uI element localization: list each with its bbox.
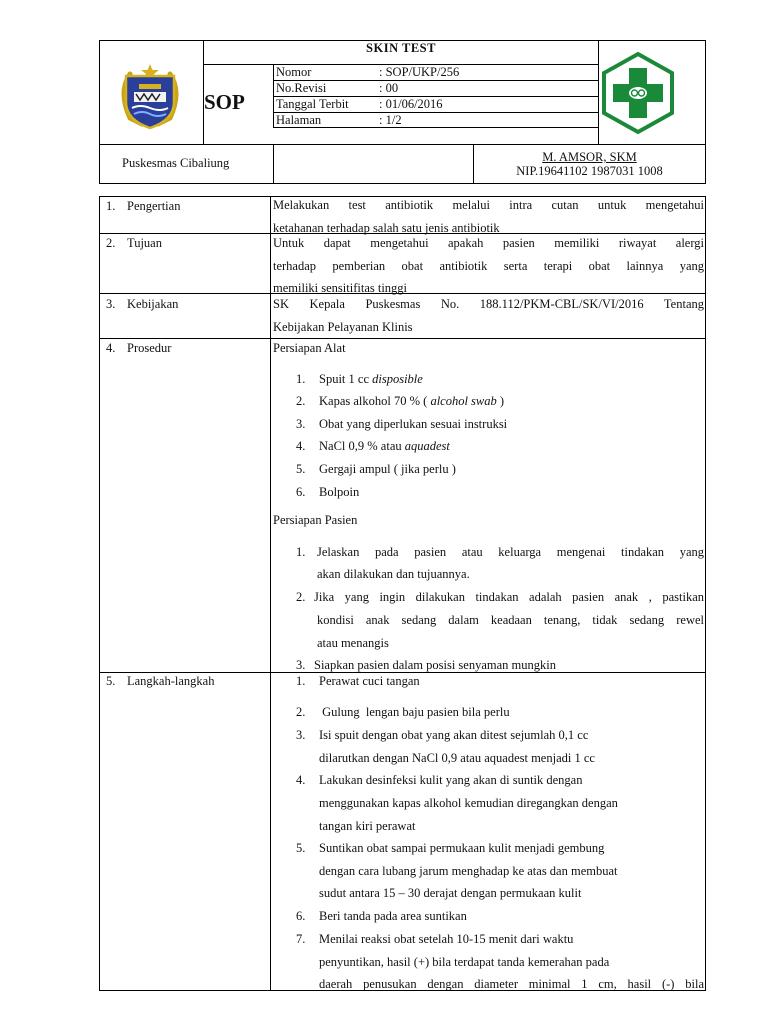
meta-label-revisi: No.Revisi xyxy=(276,81,327,95)
pasien-line: atau menangis xyxy=(317,636,389,650)
alat-num: 1. xyxy=(296,372,306,386)
pengertian-line-2: ketahanan terhadap salah satu jenis antibiotik xyxy=(273,221,500,235)
alat-item: NaCl 0,9 % atau aquadest xyxy=(319,439,450,453)
alat-item: Bolpoin xyxy=(319,485,360,499)
signer-name: M. AMSOR, SKM xyxy=(542,150,637,164)
meta-label-tanggal: Tanggal Terbit xyxy=(276,97,349,111)
meta-label-halaman: Halaman xyxy=(276,113,322,127)
pengertian-line-1: Melakukan test antibiotik melalui intra cutan untuk mengetahui xyxy=(273,198,704,212)
row-num-pengertian: 1. xyxy=(106,199,116,213)
langkah-line: Perawat cuci tangan xyxy=(319,674,420,688)
row-label-kebijakan: Kebijakan xyxy=(127,297,179,311)
alat-num: 3. xyxy=(296,417,306,431)
alat-num: 5. xyxy=(296,462,306,476)
meta-value-revisi: : 00 xyxy=(379,81,399,95)
langkah-num: 5. xyxy=(296,841,306,855)
langkah-line: tangan kiri perawat xyxy=(319,819,416,833)
row-label-pengertian: Pengertian xyxy=(127,199,181,213)
alat-num: 4. xyxy=(296,439,306,453)
meta-value-nomor: : SOP/UKP/256 xyxy=(379,65,460,79)
alat-heading: Persiapan Alat xyxy=(273,341,346,355)
meta-value-tanggal: : 01/06/2016 xyxy=(379,97,443,111)
langkah-num: 4. xyxy=(296,773,306,787)
document-title: SKIN TEST xyxy=(366,41,436,55)
alat-item: Obat yang diperlukan sesuai instruksi xyxy=(319,417,508,431)
langkah-line: daerah penusukan dengan diameter minimal 1 cm, hasil (-) bila xyxy=(319,977,704,990)
pasien-line: kondisi anak sedang dalam keadaan tenang, tidak sedang rewel xyxy=(317,613,704,627)
langkah-line: penyuntikan, hasil (+) bila terdapat tanda kemerahan pada xyxy=(319,955,610,969)
row-num-tujuan: 2. xyxy=(106,236,116,250)
langkah-num: 1. xyxy=(296,674,306,688)
langkah-num: 3. xyxy=(296,728,306,742)
institution-name: Puskesmas Cibaliung xyxy=(122,156,230,170)
langkah-line: dilarutkan dengan NaCl 0,9 atau aquadest menjadi 1 cc xyxy=(319,751,595,765)
row-label-langkah: Langkah-langkah xyxy=(127,674,215,688)
alat-item: Gergaji ampul ( jika perlu ) xyxy=(319,462,456,476)
langkah-line: dengan cara lubang jarum menghadap ke atas dan membuat xyxy=(319,864,618,878)
langkah-num: 2. xyxy=(296,705,306,719)
pasien-num: 1. xyxy=(296,545,306,559)
row-num-kebijakan: 3. xyxy=(106,297,116,311)
puskesmas-logo xyxy=(598,50,678,141)
row-label-tujuan: Tujuan xyxy=(127,236,162,250)
meta-value-halaman: : 1/2 xyxy=(379,113,402,127)
tujuan-line-1: Untuk dapat mengetahui apakah pasien memiliki riwayat alergi xyxy=(273,236,704,250)
row-num-prosedur: 4. xyxy=(106,341,116,355)
pasien-num: 2. xyxy=(296,590,306,604)
pasien-line: Jika yang ingin dilakukan tindakan adalah pasien anak , pastikan xyxy=(314,590,704,604)
langkah-line: Lakukan desinfeksi kulit yang akan di suntik dengan xyxy=(319,773,583,787)
row-label-prosedur: Prosedur xyxy=(127,341,172,355)
pasien-line: Jelaskan pada pasien atau keluarga mengenai tindakan yang xyxy=(317,545,704,559)
alat-num: 2. xyxy=(296,394,306,408)
pasien-num: 3. xyxy=(296,658,306,672)
tujuan-line-2: terhadap pemberian obat antibiotik serta terapi obat lainnya yang xyxy=(273,259,704,273)
langkah-line: Gulung lengan baju pasien bila perlu xyxy=(319,705,510,719)
langkah-line: Suntikan obat sampai permukaan kulit menjadi gembung xyxy=(319,841,605,855)
tujuan-line-3: memiliki sensitifitas tinggi xyxy=(273,281,408,295)
sop-label: SOP xyxy=(204,90,245,114)
alat-item: Spuit 1 cc disposible xyxy=(319,372,423,386)
row-num-langkah: 5. xyxy=(106,674,116,688)
alat-num: 6. xyxy=(296,485,306,499)
langkah-line: sudut antara 15 – 30 derajat dengan permukaan kulit xyxy=(319,886,582,900)
signer-nip: NIP.19641102 1987031 1008 xyxy=(516,164,663,178)
regional-emblem xyxy=(112,62,188,135)
alat-item: Kapas alkohol 70 % ( alcohol swab ) xyxy=(319,394,505,408)
kebijakan-line-2: Kebijakan Pelayanan Klinis xyxy=(273,320,413,334)
kebijakan-line-1: SK Kepala Puskesmas No. 188.112/PKM-CBL/SK/VI/2016 Tentang xyxy=(273,297,704,311)
pasien-heading: Persiapan Pasien xyxy=(273,513,358,527)
langkah-num: 6. xyxy=(296,909,306,923)
langkah-num: 7. xyxy=(296,932,306,946)
langkah-line: Isi spuit dengan obat yang akan ditest sejumlah 0,1 cc xyxy=(319,728,589,742)
langkah-line: menggunakan kapas alkohol kemudian diregangkan dengan xyxy=(319,796,618,810)
langkah-line: Menilai reaksi obat setelah 10-15 menit dari waktu xyxy=(319,932,574,946)
pasien-line: Siapkan pasien dalam posisi senyaman mungkin xyxy=(314,658,556,672)
meta-label-nomor: Nomor xyxy=(276,65,312,79)
langkah-line: Beri tanda pada area suntikan xyxy=(319,909,467,923)
pasien-line: akan dilakukan dan tujuannya. xyxy=(317,567,470,581)
